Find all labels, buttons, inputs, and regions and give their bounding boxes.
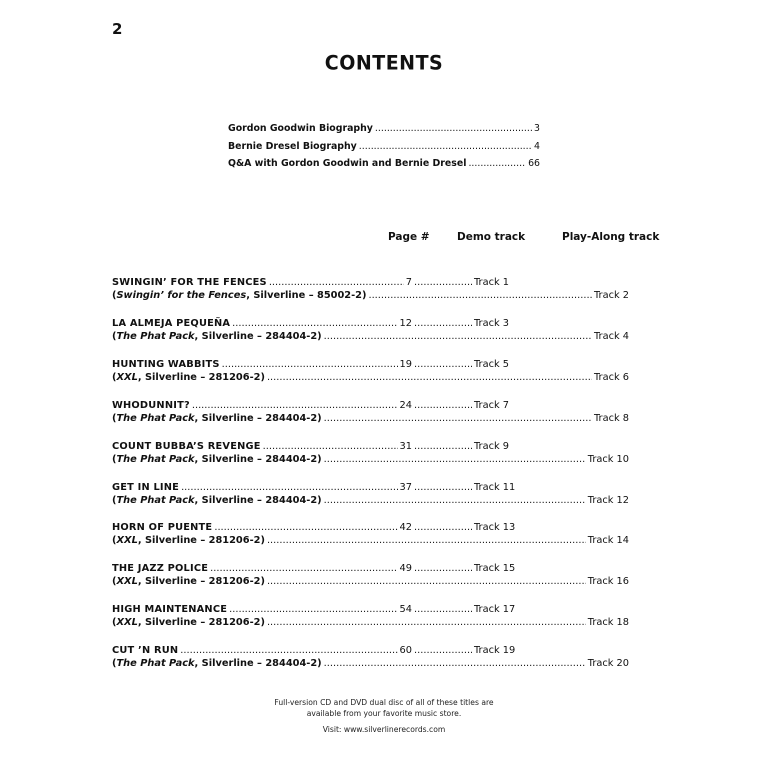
toc-item-page: 3 (534, 123, 540, 134)
demo-track: Track 5 (474, 358, 509, 370)
toc-item (228, 123, 540, 141)
footer-url: Visit: www.silverlinerecords.com (322, 725, 446, 734)
song-line (112, 563, 516, 577)
playalong-track: Track 2 (594, 290, 629, 301)
album-line (112, 372, 629, 386)
playalong-track: Track 6 (594, 371, 629, 383)
album-title: The Phat Pack (116, 658, 195, 670)
song-title: HIGH MAINTENANCE (112, 604, 228, 616)
song-page: 37 (399, 481, 412, 493)
leader-dots (214, 522, 397, 533)
leader-dots (180, 645, 397, 656)
song-page: 19 (399, 358, 412, 370)
album-paren: ( (112, 453, 117, 465)
album-label: , Silverline – 284404-2) (194, 412, 322, 424)
leader-dots (232, 318, 397, 329)
song-title: COUNT BUBBA’S REVENGE (112, 440, 261, 452)
song-page: 24 (399, 399, 412, 411)
column-header-demo: Demo track (457, 231, 526, 243)
song-page: 54 (399, 604, 412, 616)
leader-dots (192, 400, 398, 411)
album-line (112, 454, 629, 468)
column-header-page: Page # (388, 231, 430, 243)
leader-dots (229, 604, 397, 615)
leader-dots (181, 482, 397, 493)
leader-dots (375, 123, 532, 134)
song-line (112, 604, 516, 618)
song-title: GET IN LINE (112, 481, 180, 493)
album-label: , Silverline – 284404-2) (194, 658, 322, 670)
toc-item-label: Gordon Goodwin Biography (228, 123, 373, 134)
demo-track: Track 15 (474, 563, 516, 575)
album-title: The Phat Pack (116, 412, 195, 424)
song-title: SWINGIN’ FOR THE FENCES (112, 277, 267, 288)
album-paren: ( (112, 494, 117, 506)
song-line (112, 359, 513, 373)
toc-item-label: Bernie Dresel Biography (228, 140, 357, 152)
toc-item (228, 158, 540, 176)
album-title: XXL (116, 576, 138, 588)
song-line (112, 400, 513, 414)
song-title: CUT ’N RUN (112, 645, 179, 657)
song-title: THE JAZZ POLICE (112, 563, 209, 575)
album-line (112, 290, 629, 304)
leader-dots (414, 645, 472, 656)
demo-track: Track 3 (474, 317, 509, 329)
leader-dots (414, 277, 472, 288)
leader-dots (222, 359, 398, 370)
toc-item-label: Q&A with Gordon Goodwin and Bernie Dresel (228, 158, 467, 169)
demo-track: Track 1 (474, 277, 509, 288)
album-label: , Silverline – 281206-2) (137, 576, 265, 588)
column-header-playalong: Play-Along track (562, 231, 660, 243)
song-title: HORN OF PUENTE (112, 522, 213, 534)
page-number: 2 (112, 20, 123, 38)
album-paren: ( (112, 290, 117, 301)
song-title: LA ALMEJA PEQUEÑA (112, 317, 231, 329)
album-title: Swingin’ for the Fences (116, 290, 247, 301)
leader-dots (267, 576, 586, 587)
playalong-track: Track 12 (587, 494, 629, 506)
album-paren: ( (112, 658, 117, 670)
toc-item-page: 4 (534, 140, 540, 152)
album-paren: ( (112, 412, 117, 424)
album-paren: ( (112, 535, 117, 547)
leader-dots (414, 400, 472, 411)
footer-line: available from your favorite music store. (306, 709, 462, 718)
album-line (112, 535, 629, 549)
leader-dots (414, 318, 472, 329)
leader-dots (324, 413, 592, 424)
leader-dots (414, 522, 472, 533)
album-title: The Phat Pack (116, 453, 195, 465)
playalong-track: Track 20 (587, 658, 629, 670)
song-line (112, 481, 516, 496)
demo-track: Track 13 (474, 522, 516, 534)
album-line (112, 576, 629, 590)
song-page: 60 (399, 645, 412, 657)
leader-dots (324, 658, 586, 669)
footer-line: Full-version CD and DVD dual disc of all of these titles are (274, 698, 494, 707)
demo-track: Track 19 (474, 645, 516, 657)
album-title: XXL (116, 617, 138, 629)
album-title: XXL (116, 371, 138, 383)
page-title: CONTENTS (324, 51, 444, 75)
leader-dots (414, 359, 472, 370)
song-page: 7 (405, 277, 412, 288)
leader-dots (324, 331, 592, 342)
playalong-track: Track 8 (594, 412, 629, 424)
demo-track: Track 9 (474, 440, 509, 452)
album-line (112, 413, 629, 427)
album-paren: ( (112, 617, 117, 629)
album-label: , Silverline – 284404-2) (194, 494, 322, 506)
leader-dots (324, 495, 586, 506)
song-title: WHODUNNIT? (112, 399, 190, 411)
leader-dots (414, 441, 472, 452)
song-page: 12 (399, 317, 412, 329)
album-title: The Phat Pack (116, 330, 195, 342)
song-title: HUNTING WABBITS (112, 358, 220, 370)
song-page: 42 (399, 522, 412, 534)
toc-item-page: 66 (528, 158, 540, 169)
leader-dots (468, 158, 526, 169)
album-line (112, 331, 629, 345)
demo-track: Track 7 (474, 399, 509, 411)
album-line (112, 658, 629, 672)
leader-dots (368, 290, 592, 301)
playalong-track: Track 10 (587, 453, 629, 465)
album-label: , Silverline – 284404-2) (194, 453, 322, 465)
leader-dots (267, 372, 592, 383)
song-line (112, 441, 513, 455)
playalong-track: Track 14 (587, 535, 629, 547)
leader-dots (263, 441, 398, 452)
leader-dots (267, 617, 586, 628)
song-line (112, 277, 513, 291)
leader-dots (269, 277, 404, 288)
album-paren: ( (112, 330, 117, 342)
album-title: XXL (116, 535, 138, 547)
album-paren: ( (112, 576, 117, 588)
song-page: 49 (399, 563, 412, 575)
album-paren: ( (112, 371, 117, 383)
album-label: , Silverline – 281206-2) (137, 617, 265, 629)
album-line (112, 495, 629, 509)
leader-dots (414, 604, 472, 615)
song-line (112, 645, 516, 659)
album-label: , Silverline – 281206-2) (137, 371, 265, 383)
album-line (112, 617, 629, 631)
leader-dots (414, 482, 472, 493)
song-page: 31 (399, 440, 412, 452)
demo-track: Track 11 (474, 481, 516, 493)
leader-dots (359, 141, 532, 152)
album-label: , Silverline – 284404-2) (194, 330, 322, 342)
playalong-track: Track 4 (594, 330, 629, 342)
album-label: , Silverline – 281206-2) (137, 535, 265, 547)
leader-dots (324, 454, 586, 465)
album-title: The Phat Pack (116, 494, 195, 506)
leader-dots (267, 535, 586, 546)
song-line (112, 318, 513, 332)
toc-item (228, 141, 540, 159)
album-label: , Silverline – 85002-2) (246, 290, 367, 301)
leader-dots (414, 563, 472, 574)
playalong-track: Track 16 (587, 576, 629, 588)
demo-track: Track 17 (474, 604, 516, 616)
leader-dots (210, 563, 397, 574)
toc-list (228, 123, 540, 176)
song-line (112, 522, 516, 536)
playalong-track: Track 18 (587, 617, 629, 629)
